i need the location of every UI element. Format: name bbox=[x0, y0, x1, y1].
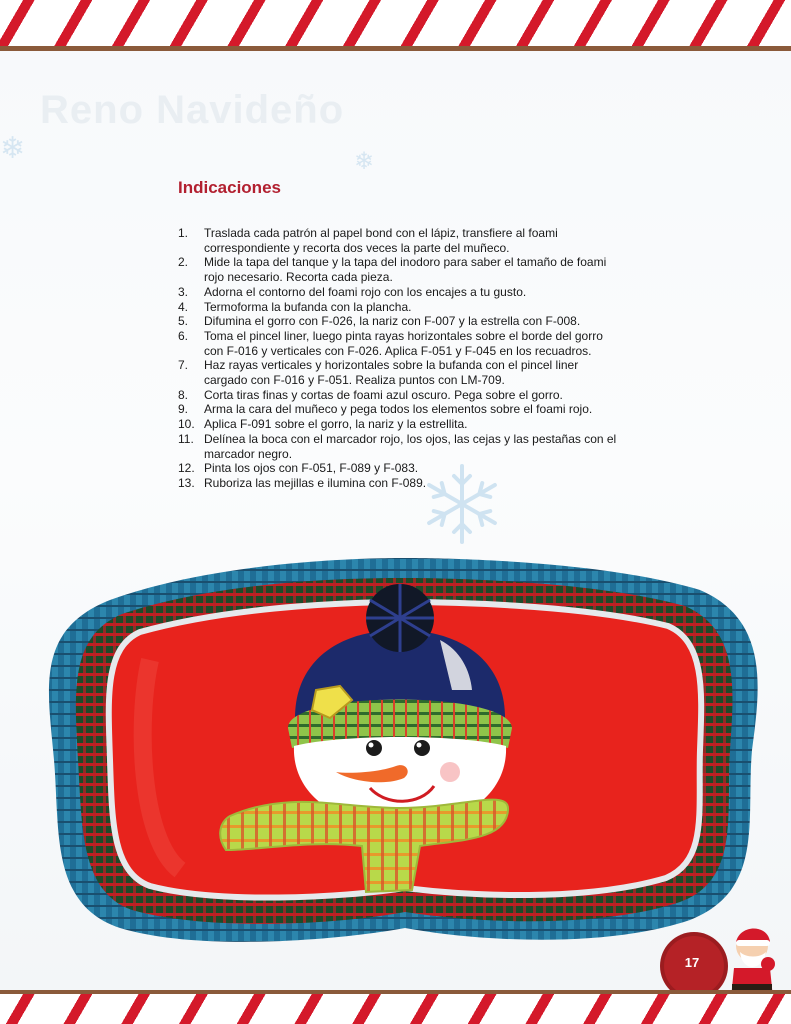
candy-cane-border-bottom bbox=[0, 990, 791, 1024]
ghost-title: Reno Navideño bbox=[40, 88, 345, 132]
steps-list bbox=[178, 226, 618, 491]
snowflake-icon: ❄ bbox=[354, 148, 375, 175]
list-item: 12. Pinta los ojos con F-051, F-089 y F-083. bbox=[178, 461, 419, 476]
list-item: 11. Delínea la boca con el marcador rojo, los ojos, las cejas y las pestañas con el marcador negro. bbox=[178, 431, 617, 461]
list-item: 10. Aplica F-091 sobre el gorro, la nariz y la estrellita. bbox=[178, 417, 468, 432]
list-item: 2. Mide la tapa del tanque y la tapa del inodoro para saber el tamaño de foami rojo necesario. Recorta cada pieza. bbox=[178, 255, 607, 285]
list-item: 6. Toma el pincel liner, luego pinta rayas horizontales sobre el borde del gorro con F-016 y verticales con F-026. Aplica F-051 y F-045 en los recuadros. bbox=[178, 328, 603, 358]
section-heading: Indicaciones bbox=[178, 178, 281, 197]
candy-cane-border-top bbox=[0, 0, 791, 51]
list-item: 4. Termoforma la bufanda con la plancha. bbox=[178, 299, 412, 314]
list-item: 3. Adorna el contorno del foami rojo con los encajes a tu gusto. bbox=[178, 284, 527, 299]
snowflake-icon: ❄ bbox=[0, 132, 26, 165]
list-item: 1. Traslada cada patrón al papel bond con el lápiz, transfiere al foami correspondiente y recorta dos veces la parte del muñeco. bbox=[178, 226, 558, 255]
list-item: 13. Ruboriza las mejillas e ilumina con F-089. bbox=[178, 475, 427, 490]
list-item: 5. Difumina el gorro con F-026, la nariz con F-007 y la estrella con F-008. bbox=[178, 314, 581, 329]
snowflake-icon bbox=[420, 462, 504, 546]
list-item: 8. Corta tiras finas y cortas de foami azul oscuro. Pega sobre el gorro. bbox=[178, 387, 563, 402]
snowman-toilet-cover-photo bbox=[40, 540, 770, 970]
list-item: 7. Haz rayas verticales y horizontales sobre la bufanda con el pincel liner cargado con F-016 y F-051. Realiza puntos con LM-709. bbox=[178, 358, 579, 388]
page-number: 17 bbox=[684, 955, 700, 970]
list-item: 9. Arma la cara del muñeco y pega todos los elementos sobre el foami rojo. bbox=[178, 402, 593, 417]
